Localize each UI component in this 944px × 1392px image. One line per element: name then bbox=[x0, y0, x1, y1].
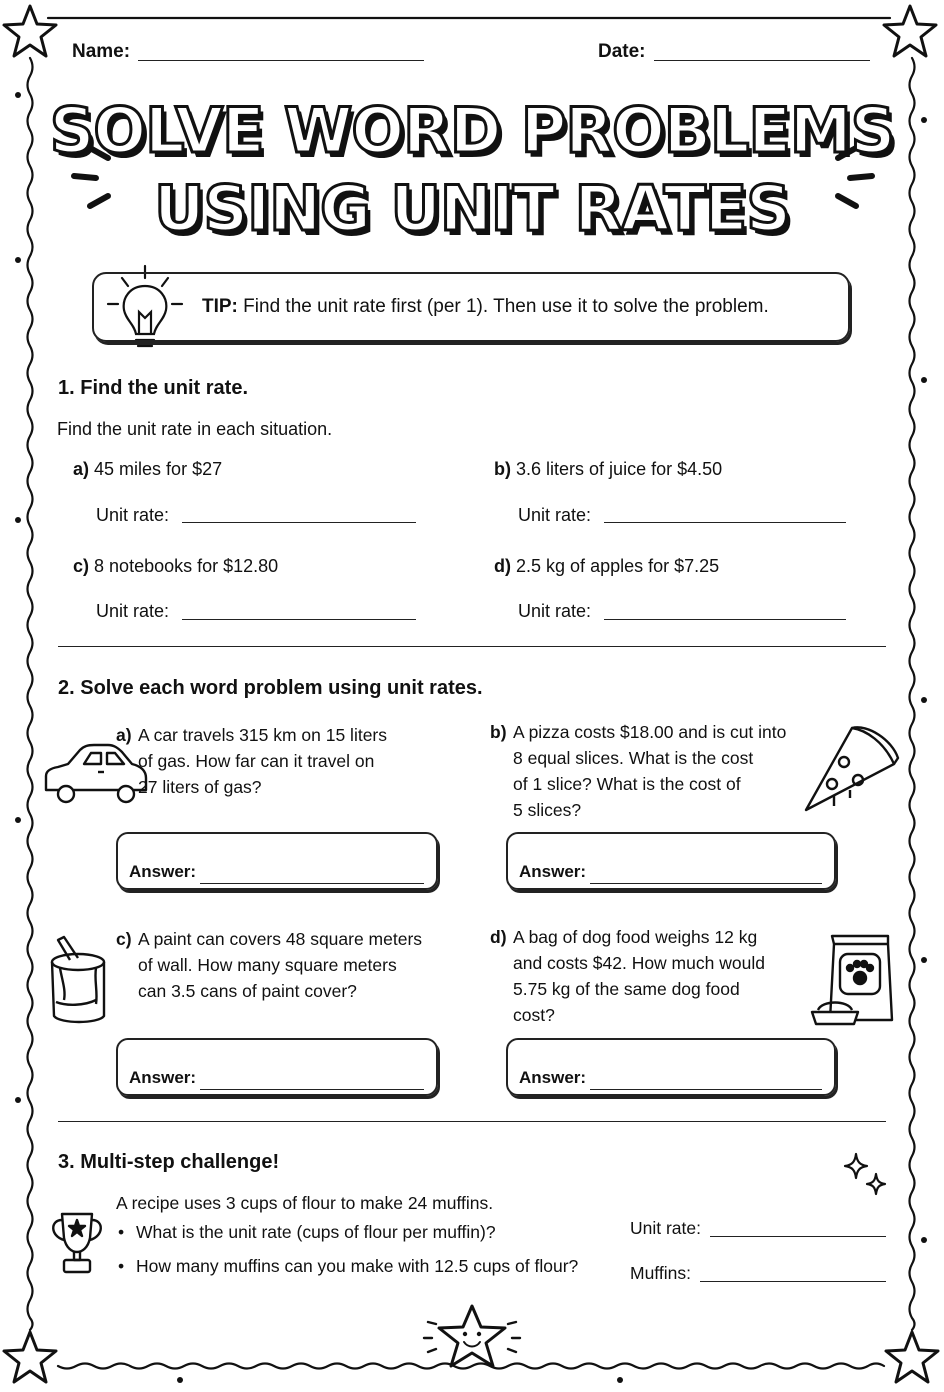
star-icon bbox=[4, 1332, 56, 1382]
answer-box-b[interactable] bbox=[506, 832, 836, 890]
section3-intro: A recipe uses 3 cups of flour to make 24 muffins. bbox=[116, 1193, 494, 1213]
page-title-line1: SOLVE WORD PROBLEMS bbox=[49, 94, 895, 167]
section1-title: 1. Find the unit rate. bbox=[58, 377, 249, 399]
unit-rate-label-d: Unit rate: bbox=[518, 601, 592, 621]
answer-box-c[interactable] bbox=[116, 1038, 438, 1096]
date-label: Date: bbox=[598, 41, 646, 62]
tip-text: Find the unit rate first (per 1). Then use it to solve the problem. bbox=[243, 296, 769, 317]
unit-rate-field-c[interactable] bbox=[182, 619, 416, 620]
border-dot bbox=[177, 1377, 183, 1383]
problem-d: d) A bag of dog food weighs 12 kg and costs $42. How much would 5.75 kg of the same dog food cost? bbox=[490, 927, 765, 1025]
unit-rate-label-b: Unit rate: bbox=[518, 505, 592, 525]
unit-rate-field-b[interactable] bbox=[604, 522, 846, 523]
section3-title: 3. Multi-step challenge! bbox=[58, 1151, 280, 1173]
answer-box-d[interactable] bbox=[506, 1038, 836, 1096]
smiling-star-icon bbox=[424, 1306, 520, 1366]
unit-rate-field-a[interactable] bbox=[182, 522, 416, 523]
pizza-slice-icon bbox=[806, 727, 898, 810]
unit-rate-label-c: Unit rate: bbox=[96, 601, 170, 621]
section1-item-d: d) 2.5 kg of apples for $7.25 bbox=[494, 556, 720, 576]
answer-line bbox=[200, 1089, 424, 1090]
section1-instruction: Find the unit rate in each situation. bbox=[57, 419, 333, 439]
name-field[interactable] bbox=[138, 60, 424, 61]
star-icon bbox=[884, 6, 936, 56]
problem-a: a) A car travels 315 km on 15 liters of gas. How far can it travel on 27 liters of gas? bbox=[116, 725, 387, 797]
answer-label: Answer: bbox=[519, 1068, 587, 1087]
tip-label: TIP: bbox=[202, 296, 238, 317]
name-label: Name: bbox=[72, 41, 131, 62]
answer-line bbox=[590, 883, 822, 884]
problem-b: b) A pizza costs $18.00 and is cut into 8 equal slices. What is the cost of 1 slice? What is the cost of 5 slices? bbox=[490, 722, 787, 820]
section3-bullet-1: • What is the unit rate (cups of flour per muffin)? bbox=[136, 1222, 496, 1243]
answer-label: Answer: bbox=[519, 862, 587, 881]
unit-rate-label-a: Unit rate: bbox=[96, 505, 170, 525]
challenge-unit-rate-label: Unit rate: bbox=[630, 1218, 701, 1238]
border-dot bbox=[617, 1377, 623, 1383]
sparkle-icon bbox=[845, 1154, 885, 1194]
border-dot bbox=[15, 257, 21, 263]
page-title-line2: USING UNIT RATES bbox=[154, 172, 790, 245]
border-dot bbox=[15, 1097, 21, 1103]
wavy-border-left bbox=[28, 58, 33, 1330]
star-icon bbox=[4, 6, 56, 56]
tip-box bbox=[92, 272, 850, 342]
border-dot bbox=[15, 517, 21, 523]
answer-line bbox=[200, 883, 424, 884]
border-dot bbox=[15, 92, 21, 98]
challenge-unit-rate-field[interactable] bbox=[710, 1236, 886, 1237]
section3-bullet-2: • How many muffins can you make with 12.5 cups of flour? bbox=[136, 1256, 578, 1277]
border-dot bbox=[921, 697, 927, 703]
challenge-muffins-label: Muffins: bbox=[630, 1263, 691, 1283]
star-icon bbox=[886, 1332, 938, 1382]
answer-label: Answer: bbox=[129, 862, 197, 881]
answer-box-a[interactable] bbox=[116, 832, 438, 890]
border-dot bbox=[921, 957, 927, 963]
date-field[interactable] bbox=[654, 60, 870, 61]
wavy-border-right bbox=[910, 58, 915, 1330]
dog-food-bag-icon bbox=[812, 936, 892, 1024]
wavy-border-bottom bbox=[58, 1364, 884, 1369]
paint-can-icon bbox=[52, 937, 104, 1022]
section1-item-a: a) 45 miles for $27 bbox=[73, 459, 223, 479]
answer-label: Answer: bbox=[129, 1068, 197, 1087]
problem-c: c) A paint can covers 48 square meters of wall. How many square meters can 3.5 cans of paint cover? bbox=[116, 929, 423, 1001]
section-divider bbox=[58, 1121, 886, 1122]
answer-line bbox=[590, 1089, 822, 1090]
section1-item-c: c) 8 notebooks for $12.80 bbox=[73, 556, 279, 576]
border-dot bbox=[921, 1237, 927, 1243]
border-dot bbox=[15, 817, 21, 823]
section1-item-b: b) 3.6 liters of juice for $4.50 bbox=[494, 459, 723, 479]
section-divider bbox=[58, 646, 886, 647]
section2-title: 2. Solve each word problem using unit rates. bbox=[58, 677, 483, 699]
trophy-icon bbox=[53, 1214, 101, 1272]
border-dot bbox=[921, 377, 927, 383]
unit-rate-field-d[interactable] bbox=[604, 619, 846, 620]
challenge-muffins-field[interactable] bbox=[700, 1281, 886, 1282]
